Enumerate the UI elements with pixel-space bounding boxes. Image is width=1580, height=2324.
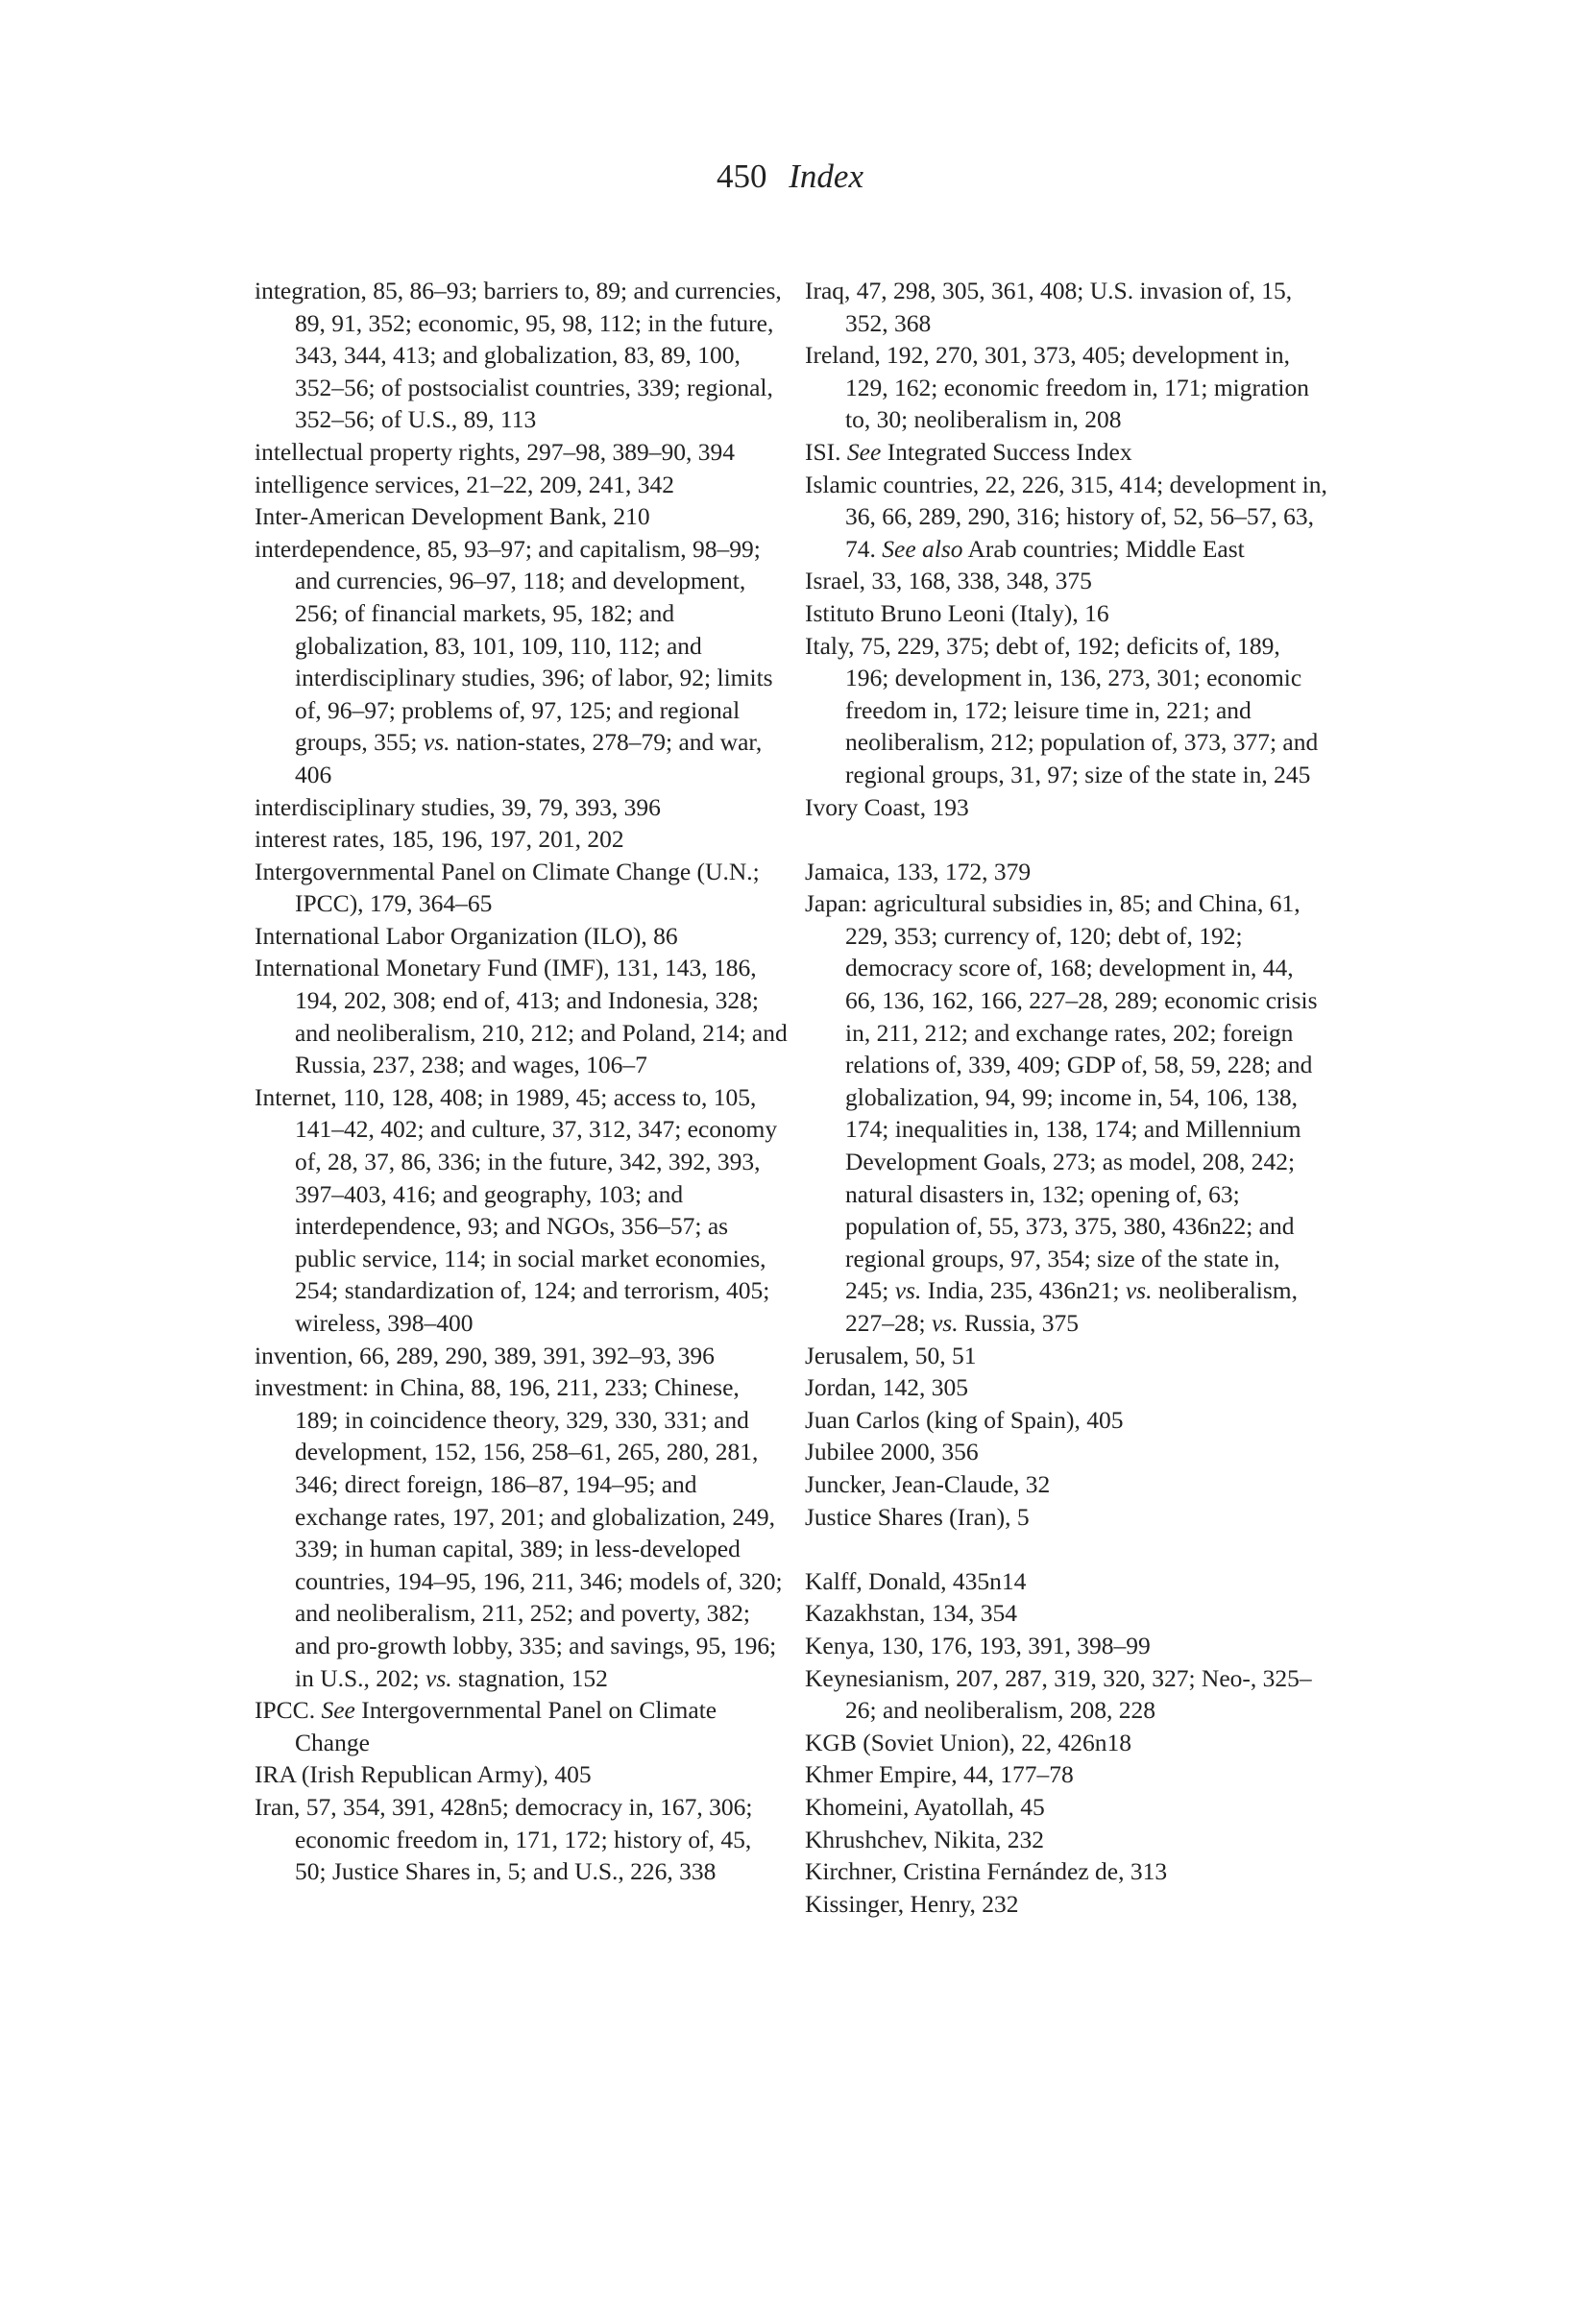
index-letter-gap [805, 1533, 1328, 1565]
index-entry [805, 339, 1328, 436]
index-entry [255, 1371, 788, 1694]
index-entry [805, 1340, 1328, 1372]
entry-text: Italy, 75, 229, 375; debt of, 192; deficits of, 189, 196; development in, 136, 273, 301; economic freedom in, 172; leisure time in, 221; and neoliberalism, 212; population of, 373, 377; and regional groups, 31, 97; size of the state in, 245 [805, 631, 1319, 788]
index-entry [255, 436, 788, 469]
index-entry [255, 275, 788, 436]
entry-text: Russia, 375 [958, 1309, 1079, 1337]
index-entry [805, 1630, 1328, 1662]
index-entry [805, 856, 1328, 888]
entry-text: Ivory Coast, 193 [805, 792, 969, 821]
entry-text: Keynesianism, 207, 287, 319, 320, 327; Neo-, 325–26; and neoliberalism, 208, 228 [805, 1663, 1312, 1725]
index-letter-gap [805, 823, 1328, 856]
entry-text: Jerusalem, 50, 51 [805, 1341, 977, 1369]
page-header [0, 156, 1580, 198]
index-entry [805, 469, 1328, 566]
index-entry [255, 1081, 788, 1340]
entry-text: Jordan, 142, 305 [805, 1373, 968, 1402]
entry-text: Iran, 57, 354, 391, 428n5; democracy in, 167, 306; economic freedom in, 171, 172; history of, 45, 50; Justice Shares in, 5; and U.S., 226, 338 [255, 1792, 753, 1886]
entry-text: interest rates, 185, 196, 197, 201, 202 [255, 825, 624, 854]
entry-text: International Monetary Fund (IMF), 131, 143, 186, 194, 202, 308; end of, 413; and Indonesia, 328; and neoliberalism, 210, 212; and Poland, 214; and Russia, 237, 238; and wages, 106–7 [255, 954, 788, 1079]
entry-text: Jamaica, 133, 172, 379 [805, 857, 1032, 885]
cross-reference-term: vs. [425, 1663, 452, 1692]
entry-text: neoliberalism, 227–28; [845, 1276, 1298, 1337]
cross-reference-term: vs. [423, 728, 450, 757]
cross-reference-term: See also [882, 534, 963, 563]
entry-text: Islamic countries, 22, 226, 315, 414; development in, 36, 66, 289, 290, 316; history of, 52, 56–57, 63, 74. [805, 470, 1327, 563]
entry-text: Kalff, Donald, 435n14 [805, 1566, 1027, 1595]
cross-reference-term: See [321, 1696, 355, 1725]
entry-text: Justice Shares (Iran), 5 [805, 1502, 1030, 1531]
entry-text: Iraq, 47, 298, 305, 361, 408; U.S. invasion of, 15, 352, 368 [805, 277, 1293, 337]
entry-text: ISI. [805, 437, 847, 466]
index-entry [255, 920, 788, 953]
index-entry [805, 887, 1328, 1339]
index-entry [255, 469, 788, 501]
page-number: 450 [717, 157, 767, 195]
index-entry [255, 952, 788, 1080]
index-entry [805, 565, 1328, 597]
index-entry [255, 1758, 788, 1791]
entry-text: interdisciplinary studies, 39, 79, 393, 396 [255, 792, 661, 821]
index-entry [255, 856, 788, 920]
entry-text: Juan Carlos (king of Spain), 405 [805, 1405, 1124, 1434]
cross-reference-term: See [846, 437, 882, 466]
entry-text: investment: in China, 88, 196, 211, 233; Chinese, 189; in coincidence theory, 329, 330, 331; and development, 152, 156, 258–61, 265, 280, 281, 346; direct foreign, 186–87, 194–95; and exchange rates, 197, 201; and globalization, 249, 339; in human capital, 389; in less-developed countries, 194–95, 196, 211, 346; models of, 320; and neoliberalism, 211, 252; and poverty, 382; and pro-growth lobby, 335; and savings, 95, 196; in U.S., 202; [255, 1373, 783, 1692]
entry-text: Kazakhstan, 134, 354 [805, 1599, 1017, 1628]
index-entry [805, 1404, 1328, 1437]
entry-text: Kissinger, Henry, 232 [805, 1889, 1019, 1918]
entry-text: intelligence services, 21–22, 209, 241, 342 [255, 470, 674, 498]
entry-text: stagnation, 152 [451, 1663, 608, 1692]
entry-text: Inter-American Development Bank, 210 [255, 502, 650, 531]
index-entry [805, 630, 1328, 791]
entry-text: Intergovernmental Panel on Climate Change (U.N.; IPCC), 179, 364–65 [255, 857, 760, 918]
index-entry [805, 1662, 1328, 1727]
entry-text: nation-states, 278–79; and war, 406 [295, 728, 763, 788]
entry-text: Ireland, 192, 270, 301, 373, 405; development in, 129, 162; economic freedom in, 171; migration to, 30; neoliberalism in, 208 [805, 341, 1309, 434]
index-entry [805, 1597, 1328, 1630]
entry-text: Intergovernmental Panel on Climate Change [295, 1696, 717, 1756]
entry-text: Jubilee 2000, 356 [805, 1438, 979, 1466]
entry-text: International Labor Organization (ILO), 86 [255, 921, 678, 950]
entry-text: Khmer Empire, 44, 177–78 [805, 1760, 1074, 1789]
entry-text: Kirchner, Cristina Fernández de, 313 [805, 1857, 1168, 1886]
index-entry [255, 823, 788, 856]
index-entry [805, 1855, 1328, 1888]
index-entry [805, 1436, 1328, 1468]
index-entry [805, 1727, 1328, 1759]
index-entry [255, 533, 788, 791]
entry-text: Khomeini, Ayatollah, 45 [805, 1792, 1045, 1821]
cross-reference-term: vs. [1125, 1276, 1153, 1305]
entry-text: Arab countries; Middle East [962, 534, 1245, 563]
index-column-right [805, 275, 1328, 1920]
index-entry [255, 1340, 788, 1372]
index-entry [805, 1888, 1328, 1921]
index-entry [805, 1468, 1328, 1501]
entry-text: Japan: agricultural subsidies in, 85; and China, 61, 229, 353; currency of, 120; debt of, 192; democracy score of, 168; development in, 44, 66, 136, 162, 166, 227–28, 289; economic crisis in, 211, 212; and exchange rates, 202; foreign relations of, 339, 409; GDP of, 58, 59, 228; and globalization, 94, 99; income in, 54, 106, 138, 174; inequalities in, 138, 174; and Millennium Development Goals, 273; as model, 208, 242; natural disasters in, 132; opening of, 63; population of, 55, 373, 375, 380, 436n22; and regional groups, 97, 354; size of the state in, 245; [805, 889, 1318, 1305]
entry-text: Istituto Bruno Leoni (Italy), 16 [805, 598, 1109, 627]
entry-text: intellectual property rights, 297–98, 389–90, 394 [255, 437, 736, 466]
index-entry [805, 1565, 1328, 1598]
index-entry [255, 791, 788, 824]
index-entry [805, 1824, 1328, 1856]
entry-text: KGB (Soviet Union), 22, 426n18 [805, 1728, 1131, 1756]
entry-text: Juncker, Jean-Claude, 32 [805, 1469, 1051, 1498]
entry-text: Kenya, 130, 176, 193, 391, 398–99 [805, 1631, 1151, 1659]
page-title: Index [789, 157, 863, 195]
index-entry [255, 1694, 788, 1758]
index-entry [805, 1758, 1328, 1791]
index-entry [255, 1791, 788, 1888]
entry-text: IPCC. [255, 1696, 322, 1725]
index-entry [805, 436, 1328, 469]
index-entry [805, 1371, 1328, 1404]
cross-reference-term: vs. [931, 1309, 959, 1337]
index-entry [805, 597, 1328, 630]
index-column-left [255, 275, 788, 1888]
entry-text: Israel, 33, 168, 338, 348, 375 [805, 567, 1092, 595]
entry-text: India, 235, 436n21; [921, 1276, 1126, 1305]
entry-text: Internet, 110, 128, 408; in 1989, 45; access to, 105, 141–42, 402; and culture, 37, 312, 347; economy of, 28, 37, 86, 336; in the future, 342, 392, 393, 397–403, 416; and geography, 103; and interdependence, 93; and NGOs, 356–57; as public service, 114; in social market economies, 254; standardization of, 124; and terrorism, 405; wireless, 398–400 [255, 1082, 778, 1337]
entry-text: integration, 85, 86–93; barriers to, 89; and currencies, 89, 91, 352; economic, 95, 98, 112; in the future, 343, 344, 413; and globalization, 83, 89, 100, 352–56; of postsocialist countries, 339; regional, 352–56; of U.S., 89, 113 [255, 277, 782, 434]
index-entry [805, 791, 1328, 824]
index-entry [255, 500, 788, 533]
index-entry [805, 1501, 1328, 1534]
entry-text: interdependence, 85, 93–97; and capitalism, 98–99; and currencies, 96–97, 118; and development, 256; of financial markets, 95, 182; and globalization, 83, 101, 109, 110, 112; and interdisciplinary studies, 396; of labor, 92; limits of, 96–97; problems of, 97, 125; and regional groups, 355; [255, 534, 773, 757]
entry-text: invention, 66, 289, 290, 389, 391, 392–93, 396 [255, 1341, 715, 1369]
entry-text: IRA (Irish Republican Army), 405 [255, 1760, 592, 1789]
cross-reference-term: vs. [894, 1276, 922, 1305]
index-entry [805, 275, 1328, 339]
entry-text: Integrated Success Index [881, 437, 1132, 466]
index-entry [805, 1791, 1328, 1824]
entry-text: Khrushchev, Nikita, 232 [805, 1825, 1045, 1853]
